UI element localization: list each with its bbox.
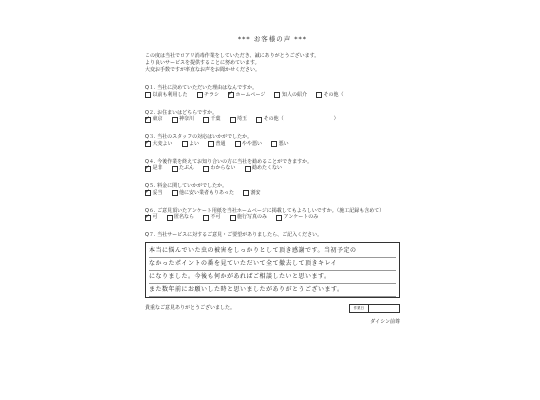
option[interactable]: [172, 190, 234, 197]
question-text: Q２. お住まいはどちらですか。: [145, 109, 218, 116]
option-label: 施行写真のみ: [237, 214, 268, 220]
intro-line: この度は当社でロアリ消毒作業をしていただき、誠にありがとうございます。: [145, 53, 320, 59]
question-text: Q６. ご意見頂いたアンケート用紙を当社ホームページに掲載してもよろしいですか。（施工記録も含めて）: [145, 207, 385, 214]
option-label: その他（ ）: [263, 116, 339, 122]
checkbox[interactable]: [145, 92, 151, 98]
handwritten-line: 本当に悩んでいた虫の被害をしっかりとして頂き感謝です。当初予定の: [149, 245, 396, 258]
intro-line: より良いサービスを提供することに努めています。: [145, 60, 260, 66]
handwritten-line: なかったポイントの番を見ていただいて全て撤去して頂きキレイ: [149, 258, 396, 271]
intro-text: [145, 53, 400, 74]
option[interactable]: [203, 214, 221, 221]
option-group: [145, 214, 400, 221]
option[interactable]: [197, 92, 220, 99]
checkbox[interactable]: [235, 141, 241, 147]
option-label: 東京: [152, 116, 163, 122]
checkbox[interactable]: [197, 92, 203, 98]
option[interactable]: [316, 92, 344, 99]
comment-box[interactable]: [145, 242, 400, 298]
question-5: [145, 183, 400, 197]
option[interactable]: [145, 190, 163, 197]
checkbox[interactable]: [274, 92, 280, 98]
checkbox[interactable]: [172, 117, 178, 123]
option[interactable]: [172, 165, 195, 172]
option[interactable]: [230, 116, 248, 123]
option-label: 割安: [250, 189, 261, 196]
question-text: Q５. 料金に関していかがでしたか。: [145, 183, 228, 189]
checkbox[interactable]: [172, 190, 178, 196]
option-label: 普通: [215, 140, 226, 147]
date-label: 作業日: [350, 305, 370, 312]
option-group: [145, 92, 400, 99]
handwritten-line: になりました。今後も何かがあればご相談したいと思います。: [149, 271, 396, 284]
checkbox[interactable]: [145, 117, 151, 123]
intro-line: 大変お手数ですが率直なお声をお聞かせください。: [145, 67, 261, 73]
checkbox[interactable]: [230, 117, 236, 123]
option-label: 以前も利用した: [152, 91, 188, 98]
checkbox[interactable]: [243, 190, 249, 196]
option[interactable]: [256, 116, 339, 123]
option-label: よい: [189, 140, 200, 147]
question-1: [145, 85, 400, 99]
option[interactable]: [228, 92, 265, 99]
option-label: 不可: [210, 214, 221, 220]
question-6: [145, 208, 400, 222]
option-label: 神奈川: [179, 116, 195, 122]
thanks-text: 貴重なご意見ありがとうございました。: [145, 304, 236, 311]
option[interactable]: [271, 141, 289, 148]
option-label: やや悪い: [242, 140, 263, 147]
question-4: [145, 159, 400, 173]
option-label: 可: [152, 214, 158, 220]
option[interactable]: [243, 190, 261, 197]
document-footer: [145, 304, 400, 313]
option-label: ホームページ: [235, 91, 266, 98]
question-text: Q３. 当社のスタッフの対応はいかがでしたか。: [145, 134, 253, 140]
checkbox[interactable]: [182, 141, 188, 147]
option-label: たぶん: [179, 165, 195, 171]
survey-document: [145, 30, 400, 370]
option-label: 埼玉: [237, 116, 248, 122]
checkbox[interactable]: [245, 166, 251, 172]
checkbox[interactable]: [316, 92, 322, 98]
option-label: わからない: [210, 165, 236, 171]
option-group: [145, 190, 400, 197]
checkbox[interactable]: [276, 215, 282, 221]
option-group: [145, 165, 400, 172]
option[interactable]: [203, 165, 236, 172]
option-label: 匿名なら: [174, 214, 195, 220]
checkbox[interactable]: [172, 166, 178, 172]
option-label: 是非: [152, 165, 163, 171]
question-2: [145, 110, 400, 124]
option-label: 知人の紹介: [281, 91, 307, 98]
question-text: Q１. 当社に決めていただいた理由はなんですか。: [145, 85, 258, 91]
option[interactable]: [203, 116, 221, 123]
option-label: 千葉: [210, 116, 221, 122]
option[interactable]: [145, 141, 173, 148]
checkbox[interactable]: [230, 215, 236, 221]
question-text: Q４. 今後作業を終えてお知り合いの方に当社を勧めることができますか。: [145, 158, 313, 165]
option[interactable]: [145, 214, 158, 221]
option[interactable]: [208, 141, 226, 148]
handwritten-line: また数年前にお願いした時と思いましたがありがとうございます。: [149, 284, 396, 297]
option-label: 妥当: [152, 189, 163, 196]
option[interactable]: [230, 214, 268, 221]
checkbox[interactable]: [145, 190, 151, 196]
checkbox[interactable]: [228, 92, 234, 98]
option-label: 他に安い業者もりあった: [179, 189, 234, 196]
option-label: 大変よい: [152, 140, 173, 147]
checkbox[interactable]: [208, 141, 214, 147]
checkbox[interactable]: [203, 166, 209, 172]
option-label: その他（: [323, 91, 344, 98]
checkbox[interactable]: [203, 117, 209, 123]
question-text: Q７. 当社サービスに対するご意見・ご要望がありましたら、ご記入ください。: [145, 232, 323, 238]
checkbox[interactable]: [271, 141, 277, 147]
date-field: [349, 304, 401, 313]
checkbox[interactable]: [203, 215, 209, 221]
option[interactable]: [182, 141, 200, 148]
document-title: *** お客様の声 ***: [237, 35, 308, 43]
option[interactable]: [235, 141, 263, 148]
option[interactable]: [167, 214, 195, 221]
option[interactable]: [274, 92, 307, 99]
company-name: ダイシン前尊: [370, 318, 400, 325]
checkbox[interactable]: [167, 215, 173, 221]
option[interactable]: [276, 214, 318, 221]
option-label: 勧めたくない: [252, 165, 283, 171]
option-label: 悪い: [278, 140, 289, 147]
option[interactable]: [245, 165, 283, 172]
date-value: [369, 305, 399, 312]
checkbox[interactable]: [145, 215, 151, 221]
option-label: チラシ: [204, 91, 220, 98]
checkbox[interactable]: [145, 141, 151, 147]
question-3: [145, 134, 400, 148]
checkbox[interactable]: [145, 166, 151, 172]
option[interactable]: [145, 116, 163, 123]
question-7: [145, 232, 400, 298]
option[interactable]: [172, 116, 195, 123]
option[interactable]: [145, 165, 163, 172]
option-group: [145, 141, 400, 148]
option[interactable]: [145, 92, 188, 99]
option-label: アンケートのみ: [283, 214, 319, 220]
question-list: [145, 85, 400, 221]
option-group: [145, 116, 400, 123]
checkbox[interactable]: [256, 117, 262, 123]
